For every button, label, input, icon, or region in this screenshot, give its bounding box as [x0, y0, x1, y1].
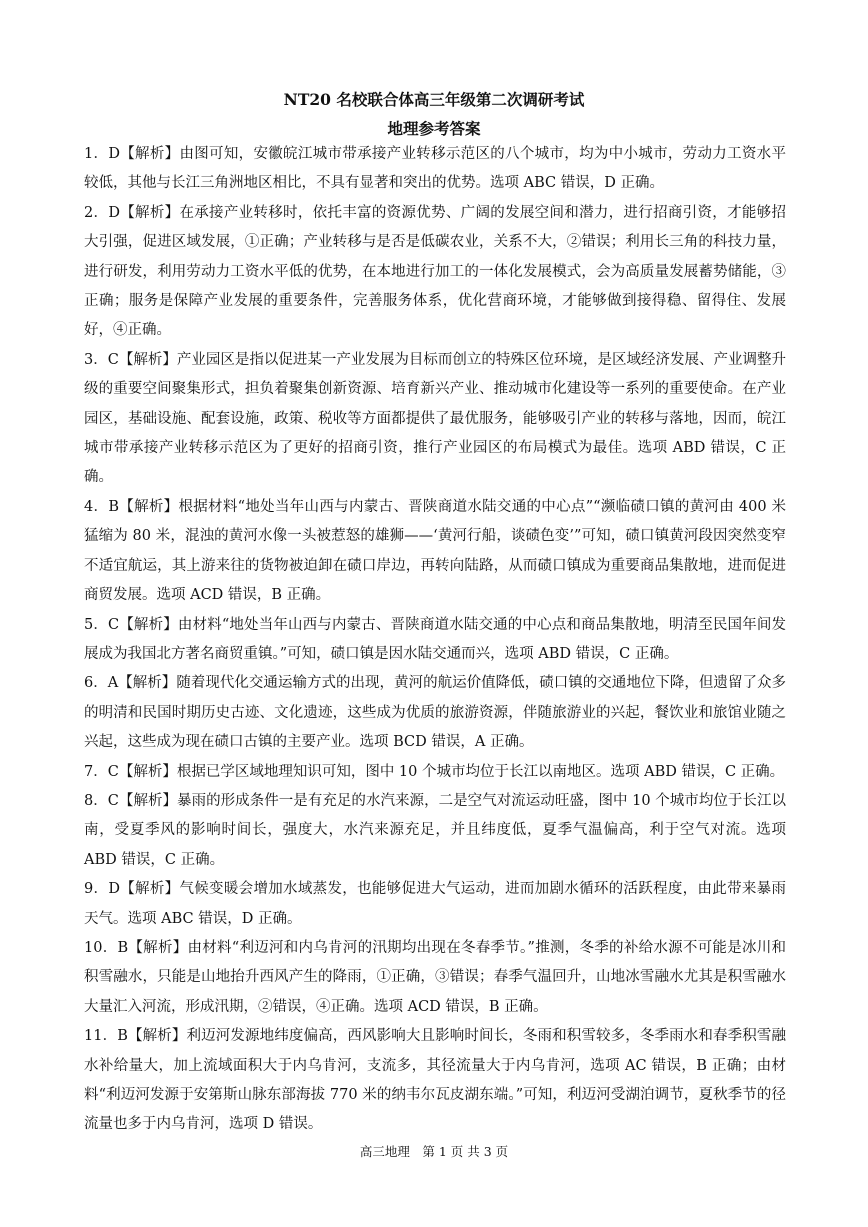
answer-item-11: 11．B【解析】利迈河发源地纬度偏高，西风影响大且影响时间长，冬雨和积雪较多，冬季雨水和春季积雪融水补给量大，加上流域面积大于内乌肯河，支流多，其径流量大于内乌肯河，选项 AC 错误，B 正确；由材料“利迈河发源于安第斯山脉东部海拔 770 米的纳韦尔瓦皮湖东端。”可知，利迈河受湖泊调节，夏秋季节的径流量也多于内乌肯河，选项 D 错误。	[84, 1028, 786, 1133]
answer-item-10: 10．B【解析】由材料“利迈河和内乌肯河的汛期均出现在冬春季节。”推测，冬季的补给水源不可能是冰川和积雪融水，只能是山地抬升西风产生的降雨，①正确，③错误；春季气温回升，山地冰雪融水尤其是积雪融水大量汇入河流，形成汛期，②错误，④正确。选项 ACD 错误，B 正确。	[84, 939, 786, 1015]
answer-item-3: 3．C【解析】产业园区是指以促进某一产业发展为目标而创立的特殊区位环境，是区域经济发展、产业调整升级的重要空间聚集形式，担负着聚集创新资源、培育新兴产业、推动城市化建设等一系列的重要使命。在产业园区，基础设施、配套设施，政策、税收等方面都提供了最优服务，能够吸引产业的转移与落地，因而，皖江城市带承接产业转移示范区为了更好的招商引资，推行产业园区的布局模式为最佳。选项 ABD 错误，C 正确。	[84, 351, 786, 486]
exam-title: NT20 名校联合体高三年级第二次调研考试	[283, 90, 585, 109]
answer-item-9: 9．D【解析】气候变暖会增加水域蒸发，也能够促进大气运动，进而加剧水循环的活跃程度，由此带来暴雨天气。选项 ABC 错误，D 正确。	[84, 881, 786, 927]
page-footer: 高三地理 第 1 页 共 3 页	[359, 1144, 509, 1159]
answer-key-subtitle: 地理参考答案	[387, 119, 481, 138]
answers-body	[84, 140, 786, 1140]
answer-item-4: 4．B【解析】根据材料“地处当年山西与内蒙古、晋陕商道水陆交通的中心点”“濒临碛口镇的黄河由 400 米猛缩为 80 米，混浊的黄河水像一头被惹怒的雄狮——‘黄河行船，谈碛色变’”可知，碛口镇黄河段因突然变窄不适宜航运，其上游来往的货物被迫卸在碛口岸边，再转向陆路，从而碛口镇成为重要商品集散地，进而促进商贸发展。选项 ACD 错误，B 正确。	[84, 498, 786, 604]
answer-item-2: 2．D【解析】在承接产业转移时，依托丰富的资源优势、广阔的发展空间和潜力，进行招商引资，才能够招大引强，促进区域发展，①正确；产业转移与是否是低碳农业，关系不大，②错误；利用长三角的科技力量，进行研发，利用劳动力工资水平低的优势，在本地进行加工的一体化发展模式，会为高质量发展蓄势储能，③正确；服务是保障产业发展的重要条件，完善服务体系，优化营商环境，才能够做到接得稳、留得住、发展好，④正确。	[84, 204, 786, 339]
answer-item-8: 8．C【解析】暴雨的形成条件一是有充足的水汽来源，二是空气对流运动旺盛，图中 10 个城市均位于长江以南，受夏季风的影响时间长，强度大，水汽来源充足，并且纬度低，夏季气温偏高，利于空气对流。选项 ABD 错误，C 正确。	[84, 792, 786, 868]
answer-item-5: 5．C【解析】由材料“地处当年山西与内蒙古、晋陕商道水陆交通的中心点和商品集散地，明清至民国年间发展成为我国北方著名商贸重镇。”可知，碛口镇是因水陆交通而兴，选项 ABD 错误，C 正确。	[84, 616, 786, 662]
answer-item-7: 7．C【解析】根据已学区域地理知识可知，图中 10 个城市均位于长江以南地区。选项 ABD 错误，C 正确。	[84, 763, 785, 780]
answer-item-6: 6．A【解析】随着现代化交通运输方式的出现，黄河的航运价值降低，碛口镇的交通地位下降，但遗留了众多的明清和民国时期历史古迹、文化遗迹，这些成为优质的旅游资源，伴随旅游业的兴起，餐饮业和旅馆业随之兴起，这些成为现在碛口古镇的主要产业。选项 BCD 错误，A 正确。	[84, 675, 786, 751]
answer-item-1: 1．D【解析】由图可知，安徽皖江城市带承接产业转移示范区的八个城市，均为中小城市，劳动力工资水平较低，其他与长江三角洲地区相比，不具有显著和突出的优势。选项 ABC 错误，D 正确。	[84, 146, 786, 192]
